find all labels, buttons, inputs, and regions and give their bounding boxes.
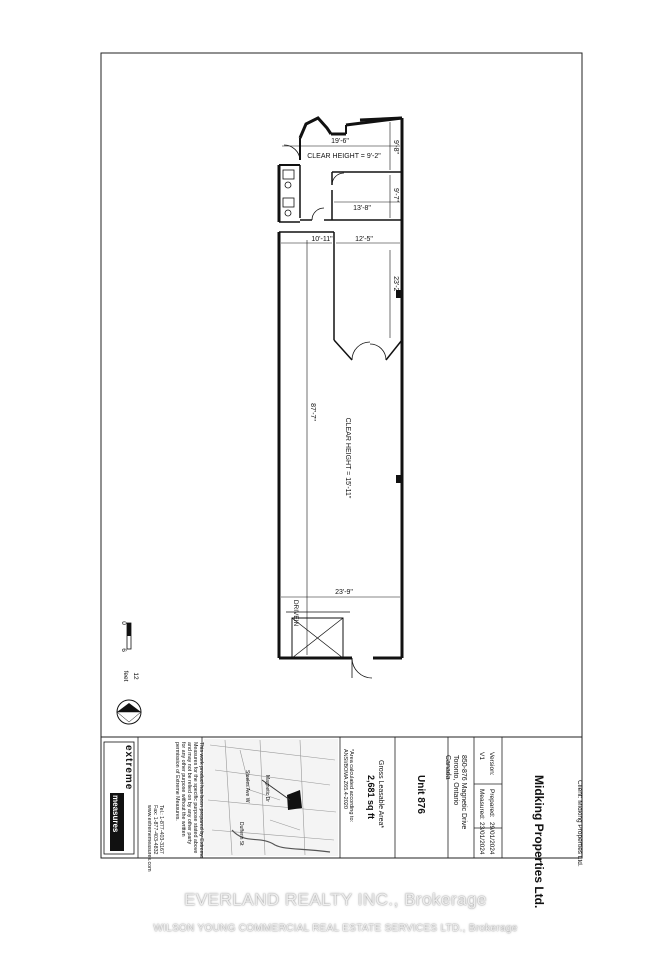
gla-label: Gross Leasable Area* [377, 760, 384, 829]
svg-text:Fax: 1-877-403-4832: Fax: 1-877-403-4832 [152, 805, 158, 855]
title-text [342, 749, 583, 908]
scale-unit: feet [122, 670, 129, 682]
prepared-date: 29/01/2024 [488, 822, 495, 855]
unit-label: Unit 876 [415, 775, 426, 814]
dim-12-5: 12'-5" [355, 236, 373, 243]
company-contact [146, 805, 164, 872]
svg-text:Measures for the specific purp: Measures for the specific purpose stated above [192, 742, 198, 854]
disclaimer [174, 742, 204, 858]
clear-height-warehouse: CLEAR HEIGHT = 15'-11" [344, 417, 351, 499]
north-arrow-icon [117, 700, 141, 724]
dim-10-11: 10'-11" [311, 236, 333, 243]
svg-text:and may not be relied on by an: and may not be relied on by any other party [186, 742, 192, 845]
svg-text:This work product has been pre: This work product has been prepared by Extreme [198, 742, 204, 859]
watermark-company: WILSON YOUNG COMMERCIAL REAL ESTATE SERVICES LTD., Brokerage [153, 923, 518, 934]
measured-label: Measured: [478, 789, 485, 820]
svg-text:extreme: extreme [123, 745, 134, 791]
map-road-3: Magnetic Dr [264, 775, 270, 802]
client-top: Client: Midking Properties Ltd. [576, 780, 583, 867]
map-road-1: Steeles Ave W [244, 770, 250, 803]
gla-value: 2,681 sq ft [366, 775, 376, 820]
location-map [204, 739, 338, 856]
extreme-measures-logo [104, 742, 134, 854]
dim-19-6: 19'-6" [331, 138, 349, 145]
svg-text:Tel.: 1-877-403-3167: Tel.: 1-877-403-3167 [158, 805, 164, 854]
dim-23-9: 23'-9" [335, 589, 353, 596]
address-line-3: Canada [444, 755, 451, 780]
dim-13-8: 13'-8" [353, 205, 371, 212]
client-name: Midking Properties Ltd. [532, 775, 546, 909]
dim-87-7: 87'-7" [309, 403, 316, 421]
scale-12: 12 [132, 672, 139, 680]
version-value: V1 [478, 752, 485, 760]
scale-6: 6 [120, 648, 127, 652]
svg-text:permission of Extreme Measures: permission of Extreme Measures. [174, 742, 180, 821]
svg-text:measures: measures [111, 795, 120, 833]
dim-23-2: 23'-2" [392, 276, 399, 294]
prepared-label: Prepared: [488, 789, 495, 818]
watermark-brokerage: EVERLAND REALTY INC., Brokerage [183, 890, 488, 909]
dim-9-8: 9'-8" [392, 140, 399, 154]
measured-date: 23/01/2024 [478, 822, 485, 855]
svg-text:for any other purpose without: for any other purpose without the written [180, 742, 186, 837]
scale-0: 0 [120, 621, 127, 625]
svg-text:www.extrememeasures.com: www.extrememeasures.com [146, 805, 152, 872]
address-line-2: Toronto, Ontario [452, 755, 459, 806]
clear-height-office: CLEAR HEIGHT = 9'-2" [307, 153, 381, 160]
address-line-1: 850-876 Magnetic Drive [460, 755, 467, 830]
scale-bar [120, 621, 139, 681]
gla-note-1: *Area calculated according to: [348, 749, 354, 823]
gla-note-2: ANSI/BOMA Z65.4-2020 [342, 749, 348, 809]
map-road-2: Dufferin St [238, 822, 244, 846]
version-label: Version: [488, 752, 495, 776]
dim-9-7: 9'-7" [392, 188, 399, 202]
drivein-label: DRIVEIN [292, 599, 299, 627]
plan-labels [292, 138, 399, 626]
